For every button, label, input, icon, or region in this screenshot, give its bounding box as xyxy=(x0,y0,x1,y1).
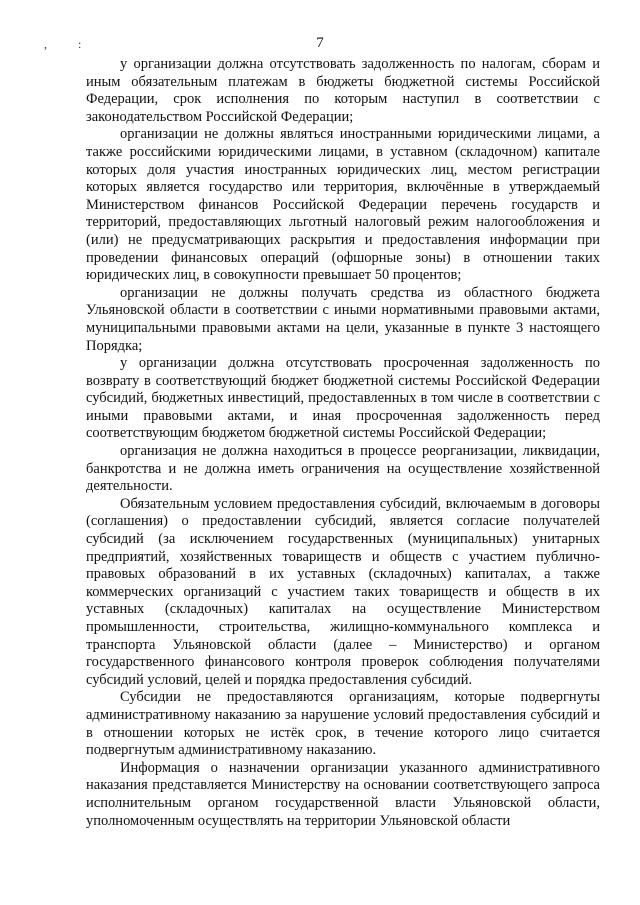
paragraph-reorganization: организация не должна находиться в процессе реорганизации, ликвидации, банкротства и не должна иметь ограничения на осуществление хозяйственной деятельности. xyxy=(86,443,600,495)
scan-artifact-mark: , xyxy=(44,37,47,51)
paragraph-mandatory-condition: Обязательным условием предоставления субсидий, включаемым в договоры (соглашения) о предоставлении субсидий, является согласие получателей субсидий (за исключением государственных (муниципальных) унитарных предприятий, хозяйственных товариществ и обществ с участием публично-правовых образований в их уставных (складочных) капиталах, а также коммерческих организаций с участием таких товариществ и обществ в их уставных (складочных) капиталах на осуществление Министерством промышленности, строительства, жилищно-коммунального комплекса и транспорта Ульяновской области (далее – Министерство) и органом государственного финансового контроля проверок соблюдения получателями субсидий условий, целей и порядка предоставления субсидий. xyxy=(86,495,600,688)
paragraph-tax-debt: у организации должна отсутствовать задолженность по налогам, сборам и иным обязательным платежам в бюджеты бюджетной системы Российской Федерации, срок исполнения по которым наступил в соответствии с законодательством Российской Федерации; xyxy=(86,56,600,125)
paragraph-other-funding: организации не должны получать средства из областного бюджета Ульяновской области в соответствии с иными нормативными правовыми актами, муниципальными правовыми актами на цели, указанные в пункте 3 настоящего Порядка; xyxy=(86,284,600,354)
page-number: 7 xyxy=(316,35,324,51)
paragraph-foreign-entities: организации не должны являться иностранными юридическими лицами, а также российскими юридическими лицами, в уставном (складочном) капитале которых доля участия иностранных юридических лиц, местом регистрации которых является государство или территория, включённые в утверждаемый Министерством финансов Российской Федерации перечень государств и территорий, предоставляющих льготный налоговый режим налогообложения и (или) не предусматривающих раскрытия и предоставления информации при проведении финансовых операций (офшорные зоны) в отношении таких юридических лиц, в совокупности превышает 50 процентов; xyxy=(86,126,600,284)
paragraph-overdue-debt: у организации должна отсутствовать просроченная задолженность по возврату в соответствующий бюджет бюджетной системы Российской Федерации субсидий, бюджетных инвестиций, предоставленных в том числе в соответствии с иными правовыми актами, и иная просроченная задолженность перед соответствующим бюджетом бюджетной системы Российской Федерации; xyxy=(86,355,600,442)
scan-artifact-mark: : xyxy=(78,37,82,51)
paragraph-penalty-information: Информация о назначении организации указанного административного наказания представляется Министерству на основании соответствующего запроса исполнительным органом государственной власти Ульяновской области, уполномоченным осуществлять на территории Ульяновской области xyxy=(86,759,600,829)
document-body xyxy=(86,56,600,830)
paragraph-administrative-penalty: Субсидии не предоставляются организациям, которые подвергнуты административному наказанию за нарушение условий предоставления субсидий и в отношении которых не истёк срок, в течение которого лицо считается подвергнутым административному наказанию. xyxy=(86,689,600,759)
